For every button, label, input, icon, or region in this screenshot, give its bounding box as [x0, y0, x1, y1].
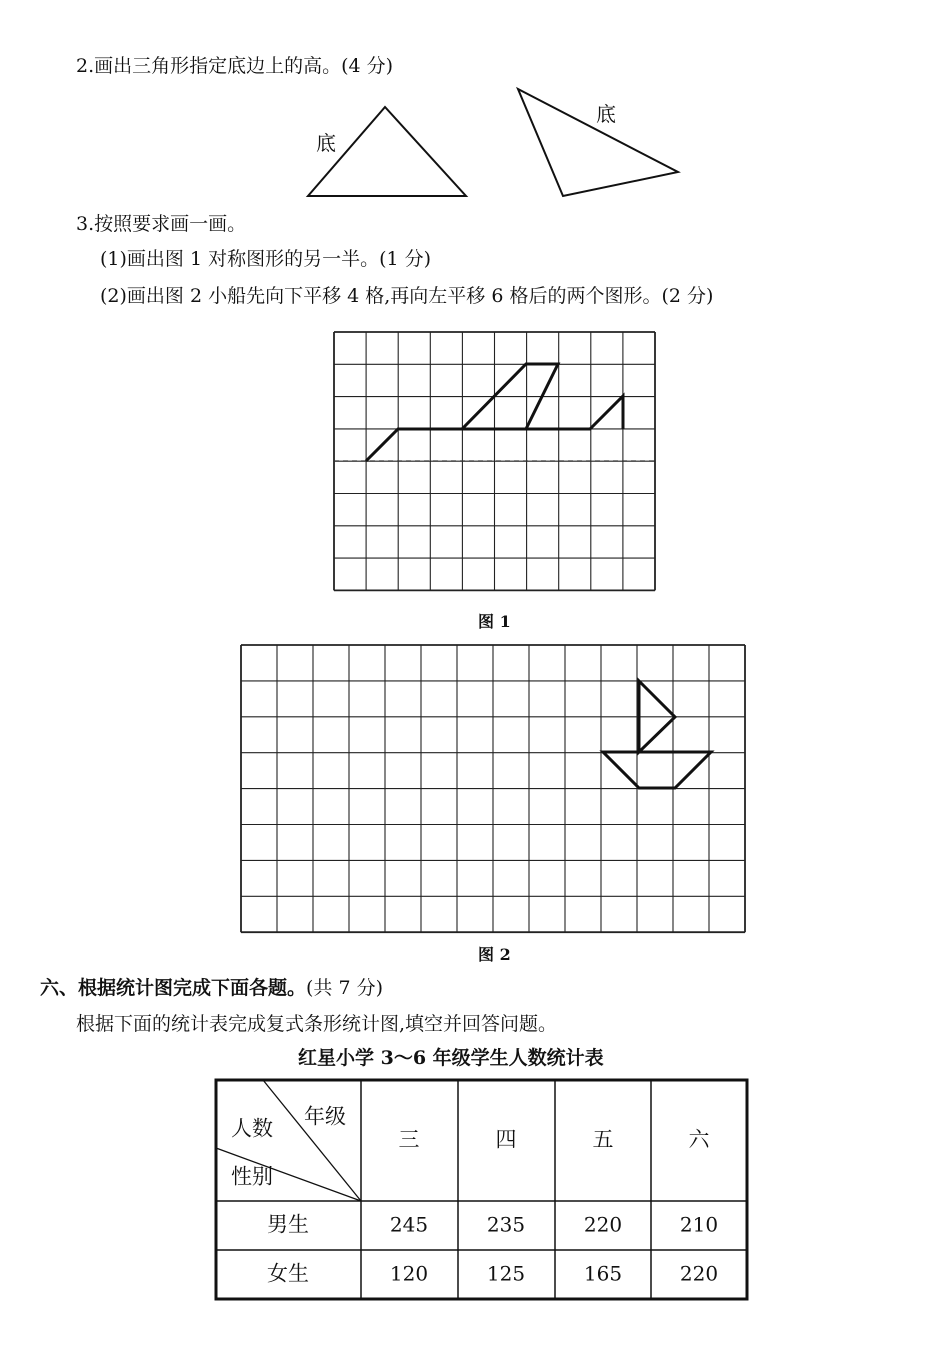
q3-title: 3.按照要求画一画。 — [76, 213, 247, 235]
table-cell: 235 — [486, 1212, 526, 1237]
figure-2-caption: 图 2 — [478, 945, 511, 964]
row-label-boys: 男生 — [267, 1212, 309, 1237]
triangle-left-base-label: 底 — [316, 131, 336, 155]
q2-title: 2.画出三角形指定底边上的高。(4 分) — [76, 55, 394, 77]
table-cell: 220 — [583, 1212, 623, 1237]
table-cell: 125 — [486, 1261, 526, 1286]
section6-points: (共 7 分) — [306, 977, 384, 999]
table-cell: 210 — [679, 1212, 719, 1237]
q3-part2: (2)画出图 2 小船先向下平移 4 格,再向左平移 6 格后的两个图形。(2 分) — [100, 285, 714, 307]
triangle-right-base-label: 底 — [596, 102, 616, 126]
grade-header: 六 — [688, 1127, 710, 1152]
grade-header: 五 — [592, 1127, 614, 1152]
corner-grade-label: 年级 — [304, 1104, 346, 1129]
table-cell: 245 — [389, 1212, 429, 1237]
grade-header: 三 — [398, 1127, 420, 1152]
figure-1-caption: 图 1 — [478, 612, 511, 631]
table-cell: 120 — [389, 1261, 429, 1286]
section6-title-text: 六、根据统计图完成下面各题。 — [40, 977, 307, 999]
table-cell: 220 — [679, 1261, 719, 1286]
corner-gender-label: 性别 — [231, 1164, 273, 1189]
table-cell: 165 — [583, 1261, 623, 1286]
q3-part1: (1)画出图 1 对称图形的另一半。(1 分) — [100, 248, 432, 270]
section6-instruction: 根据下面的统计表完成复式条形统计图,填空并回答问题。 — [76, 1013, 558, 1035]
corner-count-label: 人数 — [231, 1116, 273, 1141]
grade-header: 四 — [495, 1127, 517, 1152]
table-title: 红星小学 3～6 年级学生人数统计表 — [298, 1047, 604, 1069]
row-label-girls: 女生 — [267, 1261, 309, 1286]
